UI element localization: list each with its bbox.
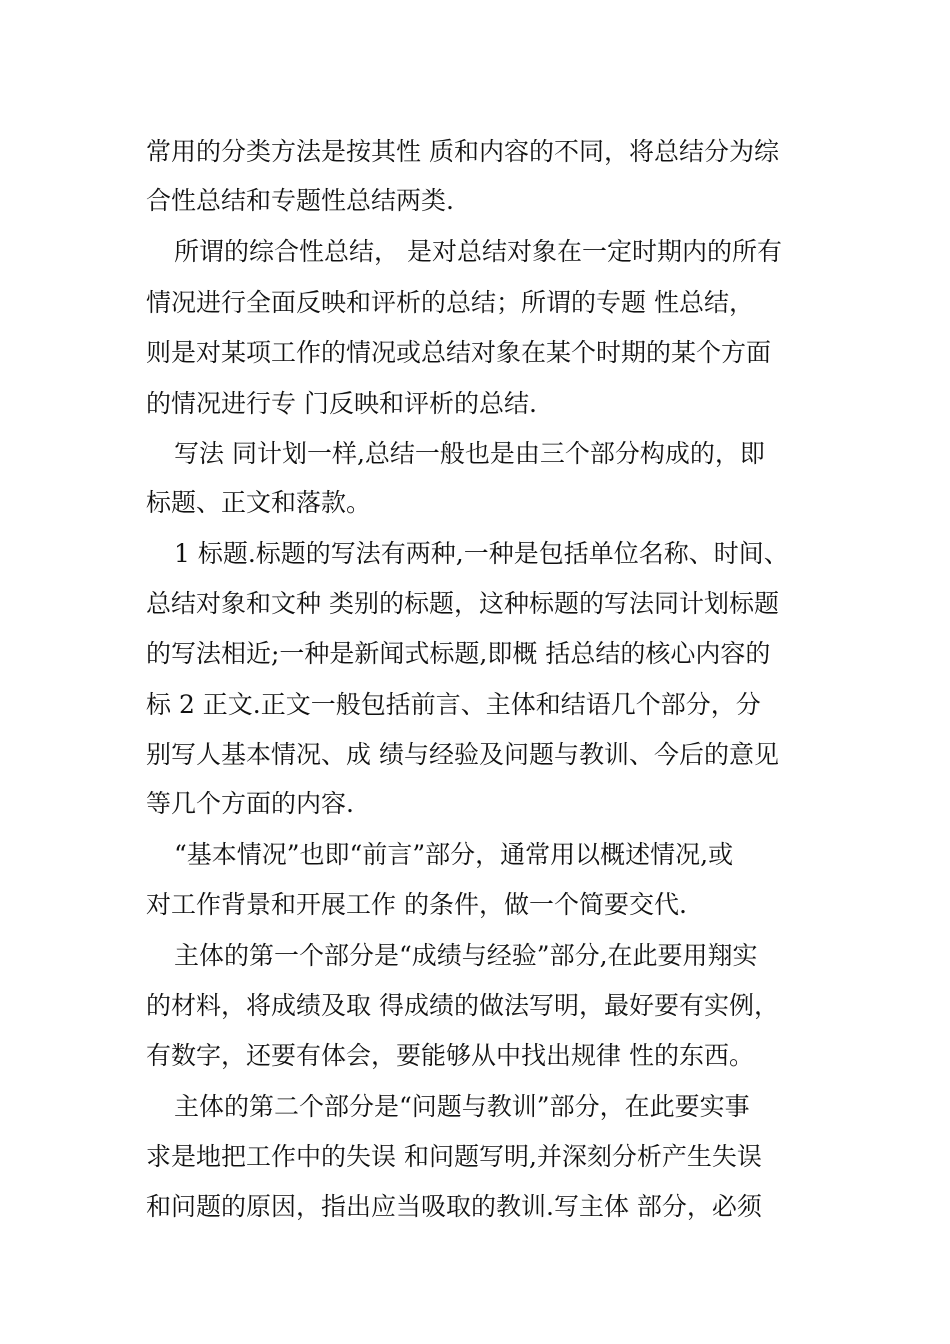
- text-line-12: 标 2 正文.正文一般包括前言、主体和结语几个部分，分: [146, 690, 761, 719]
- text-line-16: 对工作背景和开展工作 的条件，做一个简要交代.: [146, 890, 687, 919]
- text-line-18: 的材料，将成绩及取 得成绩的做法写明，最好要有实例，: [146, 991, 779, 1020]
- text-line-20: 主体的第二个部分是“问题与教训”部分，在此要实事: [174, 1092, 750, 1121]
- text-line-7: 写法 同计划一样,总结一般也是由三个部分构成的，即: [174, 439, 765, 468]
- text-line-11: 的写法相近;一种是新闻式标题,即概 括总结的核心内容的: [146, 639, 771, 668]
- text-line-9: 1 标题.标题的写法有两种,一种是包括单位名称、时间、: [174, 539, 789, 568]
- text-line-4: 情况进行全面反映和评析的总结；所谓的专题 性总结，: [146, 288, 754, 317]
- text-line-22: 和问题的原因，指出应当吸取的教训.写主体 部分，必须: [146, 1192, 762, 1221]
- text-line-21: 求是地把工作中的失误 和问题写明,并深刻分析产生失误: [146, 1142, 762, 1171]
- text-line-6: 的情况进行专 门反映和评析的总结.: [146, 389, 537, 418]
- text-line-13: 别写人基本情况、成 绩与经验及问题与教训、今后的意见: [146, 740, 779, 769]
- text-line-3: 所谓的综合性总结， 是对总结对象在一定时期内的所有: [174, 237, 782, 266]
- text-line-17: 主体的第一个部分是“成绩与经验”部分,在此要用翔实: [174, 941, 758, 970]
- text-line-14: 等几个方面的内容.: [146, 789, 354, 818]
- text-line-19: 有数字，还要有体会，要能够从中找出规律 性的东西。: [146, 1041, 754, 1070]
- text-line-1: 常用的分类方法是按其性 质和内容的不同，将总结分为综: [146, 137, 779, 166]
- text-line-8: 标题、正文和落款。: [146, 488, 372, 517]
- text-line-10: 总结对象和文种 类别的标题，这种标题的写法同计划标题: [146, 589, 779, 618]
- text-line-15: “基本情况”也即“前言”部分，通常用以概述情况,或: [174, 840, 734, 869]
- text-line-2: 合性总结和专题性总结两类.: [146, 186, 454, 215]
- text-line-5: 则是对某项工作的情况或总结对象在某个时期的某个方面: [146, 338, 772, 367]
